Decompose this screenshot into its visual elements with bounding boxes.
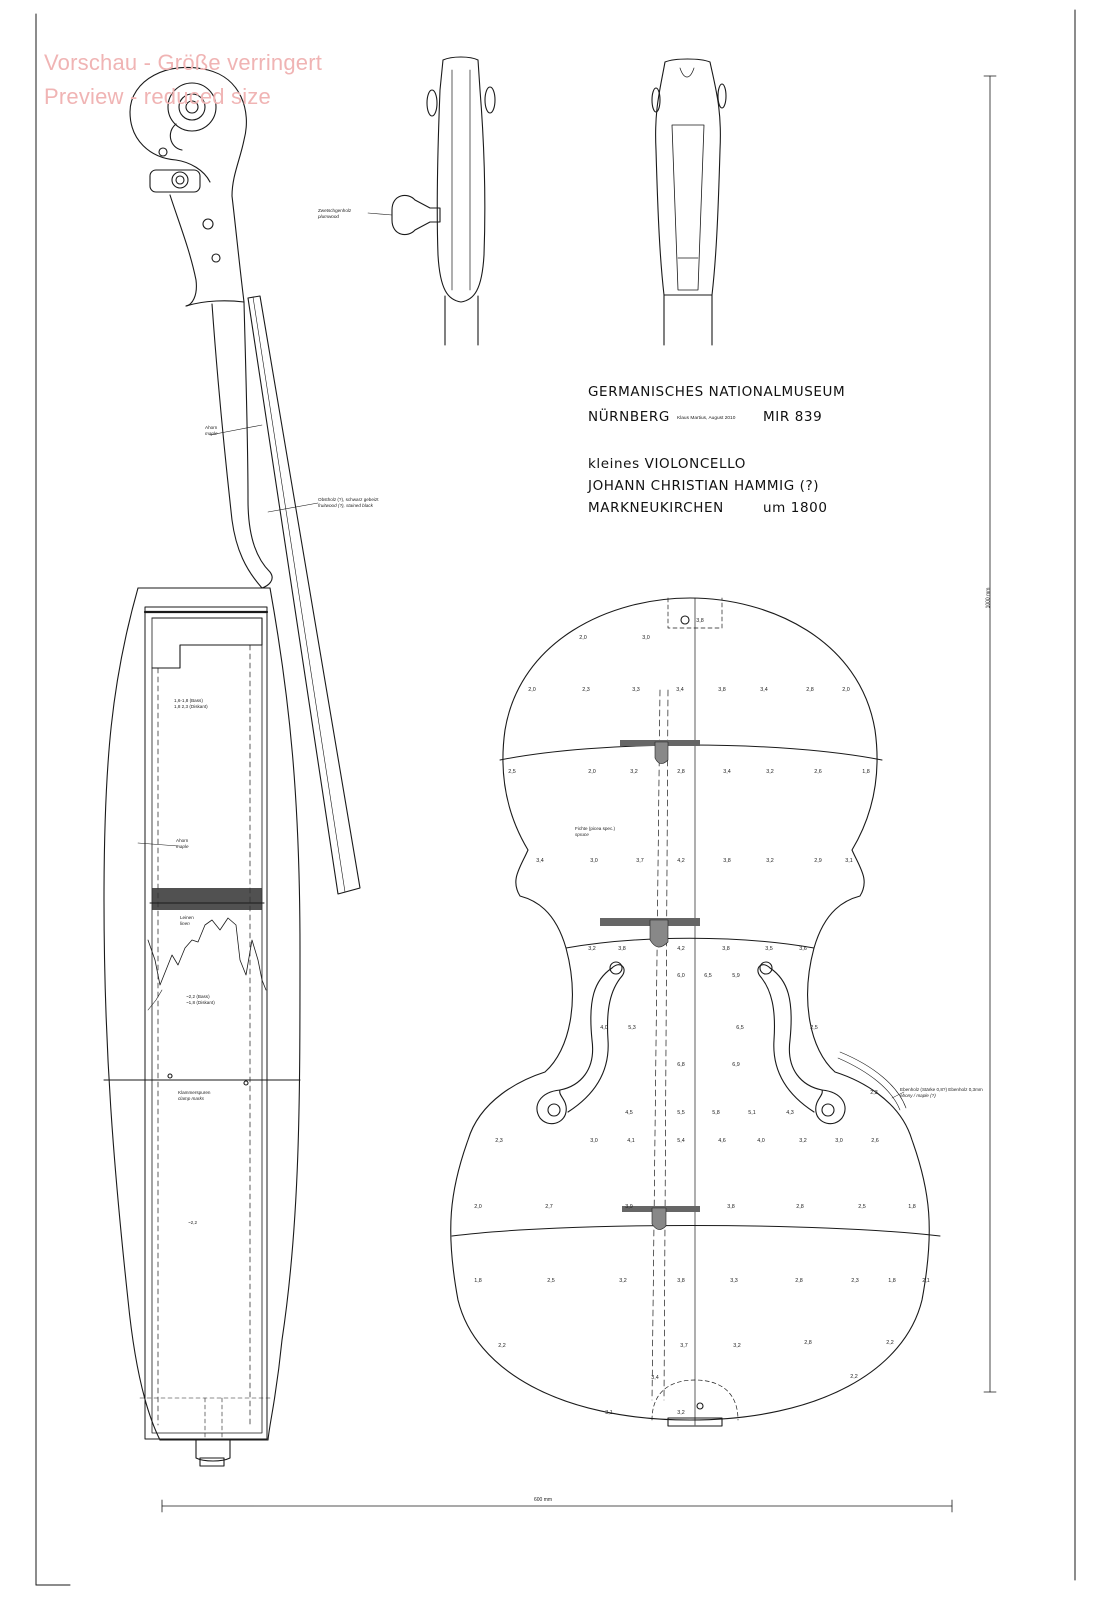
thickness-value: 1,8 xyxy=(888,1278,896,1284)
thickness-value: 2,0 xyxy=(579,635,587,641)
ribs-label-de: Ahorn xyxy=(176,838,189,843)
thickness-value: 3,8 xyxy=(696,618,704,624)
thickness-value: 4,5 xyxy=(625,1110,633,1116)
date-label: um 1800 xyxy=(763,500,828,516)
dimension-vertical-label: 1000 mm xyxy=(985,587,992,609)
thickness-value: 3,2 xyxy=(677,1410,685,1416)
thickness-value: 3,7 xyxy=(636,858,644,864)
rib-thickness-bass: 1,6-1,8 (Bass) xyxy=(174,698,203,703)
maker-name: JOHANN CHRISTIAN HAMMIG (?) xyxy=(588,478,820,494)
ribs-label-en: maple xyxy=(176,843,189,849)
fingerboard-label-en: fruitwood (?), stained black xyxy=(318,502,373,508)
watermark-line-1: Vorschau - Größe verringert xyxy=(44,50,323,75)
thickness-value: 6,5 xyxy=(704,973,712,979)
edge-label xyxy=(900,1087,983,1099)
thickness-value: 2,2 xyxy=(886,1340,894,1346)
thickness-value: 6,0 xyxy=(677,973,685,979)
museum-name: GERMANISCHES NATIONALMUSEUM xyxy=(588,384,846,400)
thickness-value: 5,9 xyxy=(732,973,740,979)
thickness-value: 3,2 xyxy=(630,769,638,775)
ribs-label xyxy=(176,838,189,850)
head-view-front xyxy=(652,59,726,345)
peg-label xyxy=(318,208,351,220)
neck-label-de: Ahorn xyxy=(205,425,218,430)
top-wood-en: spruce xyxy=(575,831,589,837)
thickness-value: 3,5 xyxy=(765,946,773,952)
edge-label-en: ebony / maple (?) xyxy=(900,1092,936,1098)
thickness-value: 2,6 xyxy=(814,769,822,775)
sheet-frame xyxy=(36,10,1075,1585)
inventory-number: MIR 839 xyxy=(763,409,823,425)
top-wood-label xyxy=(575,826,615,838)
thickness-value: 5,5 xyxy=(677,1110,685,1116)
thickness-value: 2,3 xyxy=(582,687,590,693)
thickness-value: 4,0 xyxy=(600,1025,608,1031)
thickness-value: 2,2 xyxy=(498,1343,506,1349)
thickness-value: 3,8 xyxy=(723,858,731,864)
thickness-value: 1,8 xyxy=(908,1204,916,1210)
dimension-horizontal-label: 600 mm xyxy=(534,1497,553,1503)
thickness-value: 3,4 xyxy=(676,687,684,693)
watermark-line-2: Preview - reduced size xyxy=(44,84,271,109)
thickness-value: 2,5 xyxy=(858,1204,866,1210)
thickness-value: 6,5 xyxy=(736,1025,744,1031)
thickness-value: 2,0 xyxy=(588,769,596,775)
clamp-marks-label xyxy=(178,1090,210,1102)
rib-thickness-label xyxy=(174,698,208,710)
thickness-value: 3,8 xyxy=(727,1204,735,1210)
neck-label xyxy=(205,425,218,437)
neck-label-en: maple xyxy=(205,430,218,436)
thickness-value: 2,3 xyxy=(870,1090,878,1096)
place-name: MARKNEUKIRCHEN xyxy=(588,500,724,516)
thickness-value: 5,3 xyxy=(628,1025,636,1031)
thickness-value: 2,8 xyxy=(677,769,685,775)
thickness-value: 2,0 xyxy=(474,1204,482,1210)
thickness-value: 2,1 xyxy=(922,1278,930,1284)
thickness-value: 3,0 xyxy=(590,1138,598,1144)
thickness-value: 2,0 xyxy=(528,687,536,693)
thickness-value: 4,3 xyxy=(786,1110,794,1116)
thickness-value: 4,2 xyxy=(677,858,685,864)
thickness-value: 4,0 xyxy=(757,1138,765,1144)
thickness-value: 2,3 xyxy=(851,1278,859,1284)
front-view-top xyxy=(451,598,940,1426)
side-view-body xyxy=(104,425,318,1466)
lower-rib-treble: ~1,8 (Diskant) xyxy=(186,999,215,1005)
thickness-value: 1,8 xyxy=(474,1278,482,1284)
thickness-value: 6,9 xyxy=(732,1062,740,1068)
thickness-value: 1,8 xyxy=(862,769,870,775)
thickness-value: 3,0 xyxy=(590,858,598,864)
thickness-value: 4,2 xyxy=(677,946,685,952)
thickness-value: 3,4 xyxy=(536,858,544,864)
head-view-side xyxy=(368,57,495,345)
thickness-value: 3,2 xyxy=(766,858,774,864)
thickness-value: 3,3 xyxy=(730,1278,738,1284)
thickness-value: 3,2 xyxy=(588,946,596,952)
drawing-author: Klaus Martius, August 2010 xyxy=(677,416,736,421)
dimension-horizontal xyxy=(162,1500,952,1512)
thickness-value: 2,2 xyxy=(850,1374,858,1380)
lower-rib-bass: ~2,2 (Bass) xyxy=(186,994,210,999)
thickness-value: 3,8 xyxy=(677,1278,685,1284)
thickness-value: 3,7 xyxy=(680,1343,688,1349)
thickness-value: 2,5 xyxy=(547,1278,555,1284)
peg-label-en: plumwood xyxy=(318,213,339,219)
thickness-value: 2,8 xyxy=(795,1278,803,1284)
thickness-value: 5,8 xyxy=(712,1110,720,1116)
thickness-value: 4,6 xyxy=(718,1138,726,1144)
side-view-neck xyxy=(212,296,360,894)
thickness-value: 3,8 xyxy=(618,946,626,952)
peg-label-de: Zwetschgenholz xyxy=(318,208,352,213)
thickness-value: 2,8 xyxy=(804,1340,812,1346)
f-hole-treble xyxy=(758,962,845,1124)
thickness-value: 3,2 xyxy=(799,1138,807,1144)
city-name: NÜRNBERG xyxy=(588,409,670,425)
clamp-marks-en: clamp marks xyxy=(178,1095,205,1101)
edge-label-de: Ebenholz (Stärke 0,8?) Ebenholz 0,3mm xyxy=(900,1087,983,1092)
thickness-value: 3,8 xyxy=(718,687,726,693)
lower-rib-thickness xyxy=(186,994,215,1006)
dimension-vertical xyxy=(984,76,996,1392)
f-hole-bass xyxy=(537,962,624,1124)
clamp-marks-de: Klammerspuren xyxy=(178,1090,211,1095)
thickness-value: 2,9 xyxy=(814,858,822,864)
thickness-value: 3,0 xyxy=(642,635,650,641)
fingerboard-label xyxy=(318,497,379,509)
thickness-value: 2,5 xyxy=(508,769,516,775)
rib-thickness-treble: 1,8 2,3 (Diskant) xyxy=(174,703,208,709)
thickness-value: 5,4 xyxy=(677,1138,685,1144)
thickness-value: 3,3 xyxy=(632,687,640,693)
thickness-value: 3,2 xyxy=(619,1278,627,1284)
thickness-value: 3,4 xyxy=(651,1375,659,1381)
linen-label-en: linen xyxy=(180,920,190,926)
top-wood-de: Fichte (picea spec.) xyxy=(575,826,616,831)
thickness-value: 3,2 xyxy=(733,1343,741,1349)
thickness-value: 3,1 xyxy=(605,1410,613,1416)
instrument-name: kleines VIOLONCELLO xyxy=(588,456,746,472)
thickness-value: 5,1 xyxy=(748,1110,756,1116)
thickness-value: 3,8 xyxy=(722,946,730,952)
thickness-value: 2,3 xyxy=(495,1138,503,1144)
thickness-value: 3,4 xyxy=(723,769,731,775)
thickness-value: 2,5 xyxy=(810,1025,818,1031)
thickness-value: 3,9 xyxy=(625,1204,633,1210)
thickness-value: 3,6 xyxy=(799,946,807,952)
thickness-value: 3,0 xyxy=(835,1138,843,1144)
linen-label xyxy=(180,915,194,927)
thickness-value: 3,4 xyxy=(760,687,768,693)
thickness-value: 3,2 xyxy=(766,769,774,775)
linen-label-de: Leinen xyxy=(180,915,194,920)
thickness-value: 4,1 xyxy=(627,1138,635,1144)
lower-rib-label: ~2,2 xyxy=(188,1220,198,1225)
thickness-value: 6,8 xyxy=(677,1062,685,1068)
thickness-value: 3,1 xyxy=(845,858,853,864)
fingerboard-label-de: Obstholz (?), schwarz gebeizt xyxy=(318,497,379,502)
thickness-value: 2,0 xyxy=(842,687,850,693)
thickness-value: 2,6 xyxy=(871,1138,879,1144)
thickness-value: 2,7 xyxy=(545,1204,553,1210)
thickness-value: 2,8 xyxy=(806,687,814,693)
thickness-value: 2,8 xyxy=(796,1204,804,1210)
